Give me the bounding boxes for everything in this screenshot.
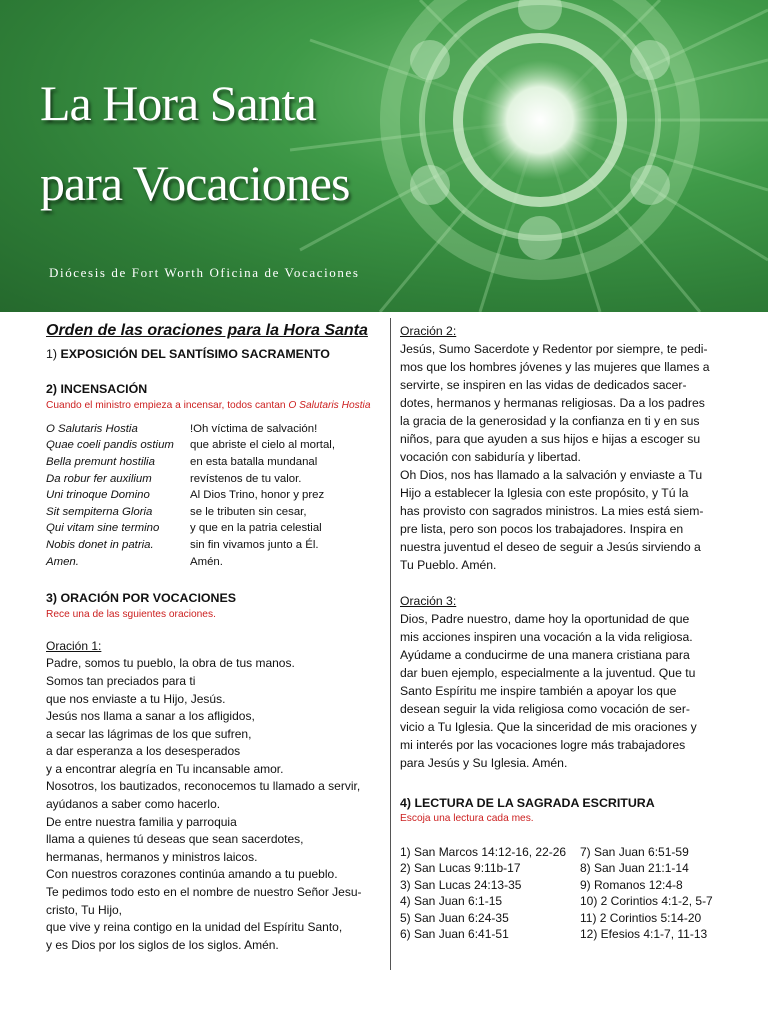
oracion-2-label: Oración 2: xyxy=(400,324,457,338)
step-1-number: 1) xyxy=(46,346,61,361)
header-banner xyxy=(0,0,768,312)
step-1 xyxy=(46,346,382,364)
prayer-line: Hijo a establecer la Iglesia con este propósito, y Tú la xyxy=(400,486,689,500)
oracion-1-text xyxy=(46,655,382,954)
oracion-3-text xyxy=(400,610,730,772)
prayer-line: Dios, Padre nuestro, dame hoy la oportunidad de que xyxy=(400,612,690,626)
subtitle: Diócesis de Fort Worth Oficina de Vocaciones xyxy=(49,265,360,280)
prayer-line: que nos enviaste a tu Hijo, Jesús. xyxy=(46,691,226,706)
reading-item: 10) 2 Corintios 4:1-2, 5-7 xyxy=(580,894,713,909)
step-2-label: 2) INCENSACIÓN xyxy=(46,382,148,397)
hymn-latin-line: O Salutaris Hostia xyxy=(46,422,138,435)
prayer-line: para Jesús y Su Iglesia. Amén. xyxy=(400,756,568,770)
hymn-spanish-line: !Oh víctima de salvación! xyxy=(190,422,318,435)
right-column xyxy=(400,322,730,942)
step-2-note xyxy=(46,399,382,413)
reading-item: 6) San Juan 6:41-51 xyxy=(400,927,509,942)
step-4-label: 4) LECTURA DE LA SAGRADA ESCRITURA xyxy=(400,796,655,810)
prayer-line: ayúdanos a saber como hacerlo. xyxy=(46,797,221,812)
prayer-line: nuestra juventud el deseo de seguir a Jesús sirviendo a xyxy=(400,540,701,554)
reading-item: 12) Efesios 4:1-7, 11-13 xyxy=(580,927,708,942)
prayer-line: De entre nuestra familia y parroquia xyxy=(46,814,237,829)
prayer-line: dotes, hermanos y hermanas religiosas. Da a los padres xyxy=(400,396,705,410)
prayer-line: a dar esperanza a los desesperados xyxy=(46,744,241,759)
hymn-latin-line: Da robur fer auxilium xyxy=(46,472,152,485)
prayer-line: niños, para que ayuden a sus hijos e hijas a escoger su xyxy=(400,432,701,446)
prayer-line: llama a quienes tú deseas que sean sacerdotes, xyxy=(46,832,304,847)
step-3-note: Rece una de las sguientes oraciones. xyxy=(46,608,216,620)
section-heading: Orden de las oraciones para la Hora Santa xyxy=(46,322,368,339)
prayer-line: y a encontrar alegría en Tu incansable amor. xyxy=(46,761,284,776)
hymn-latin-line: Amen. xyxy=(46,555,79,568)
hymn-latin-line: Qui vitam sine termino xyxy=(46,522,160,535)
left-column xyxy=(46,322,382,954)
prayer-line: cristo, Tu Hijo, xyxy=(46,902,123,917)
hymn-table xyxy=(46,421,382,570)
prayer-line: la gracia de la generosidad y la confianza en ti y en sus xyxy=(400,414,700,428)
prayer-line: pre lista, pero son pocos los trabajadores. Inspira en xyxy=(400,522,684,536)
prayer-line: mos que los hombres jóvenes y las mujeres que llames a xyxy=(400,360,710,374)
column-divider xyxy=(390,318,391,970)
hymn-latin-line: Bella premunt hostilia xyxy=(46,455,155,468)
prayer-line: Te pedimos todo esto en el nombre de nuestro Señor Jesu- xyxy=(46,885,362,900)
reading-item: 5) San Juan 6:24-35 xyxy=(400,910,509,925)
hymn-spanish-line: se le tributen sin cesar, xyxy=(190,505,307,518)
prayer-line: Jesús nos llama a sanar a los afligidos, xyxy=(46,709,255,724)
prayer-line: Con nuestros corazones continúa amando a tu pueblo. xyxy=(46,867,338,882)
reading-item: 7) San Juan 6:51-59 xyxy=(580,845,689,859)
page-title-line-2: para Vocaciones xyxy=(40,155,350,211)
prayer-line: mis acciones inspiren una vocación a la vida religiosa. xyxy=(400,630,693,644)
oracion-3-label: Oración 3: xyxy=(400,594,457,608)
reading-item: 11) 2 Corintios 5:14-20 xyxy=(580,910,702,925)
prayer-line: desean seguir la vida religiosa como vocación de ser- xyxy=(400,702,690,716)
readings-list xyxy=(400,844,730,942)
hymn-latin-line: Quae coeli pandis ostium xyxy=(46,439,174,452)
prayer-line: vicio a Tu Iglesia. Que la sinceridad de mis oraciones y xyxy=(400,720,697,734)
step-1-label: EXPOSICIÓN DEL SANTÍSIMO SACRAMENTO xyxy=(60,346,330,361)
oracion-1-label: Oración 1: xyxy=(46,638,102,653)
prayer-line: dar buen ejemplo, especialmente a la juventud. Que tu xyxy=(400,666,696,680)
reading-item: 3) San Lucas 24:13-35 xyxy=(400,877,522,892)
hymn-spanish-line: Al Dios Trino, honor y prez xyxy=(190,489,325,502)
reading-item: 2) San Lucas 9:11b-17 xyxy=(400,861,521,876)
hymn-latin-line: Uni trinoque Domino xyxy=(46,489,150,502)
hymn-latin-line: Sit sempiterna Gloria xyxy=(46,505,153,518)
step-2-note-hymn: O Salutaris Hostia xyxy=(288,399,371,411)
step-4-note: Escoja una lectura cada mes. xyxy=(400,813,534,824)
prayer-line: servirte, se inspiren en las vidas de dedicados sacer- xyxy=(400,378,687,392)
prayer-line: Ayúdame a conducirme de una manera cristiana para xyxy=(400,648,690,662)
hymn-spanish-line: sin fin vivamos junto a Él. xyxy=(190,538,319,551)
prayer-line: que vive y reina contigo en la unidad del Espíritu Santo, xyxy=(46,920,343,935)
hymn-spanish-line: Amén. xyxy=(190,555,223,568)
step-3-label: 3) ORACIÓN POR VOCACIONES xyxy=(46,591,237,606)
prayer-line: y es Dios por los siglos de los siglos. Amén. xyxy=(46,937,279,952)
reading-item: 9) Romanos 12:4-8 xyxy=(580,877,683,892)
hymn-spanish-line: revístenos de tu valor. xyxy=(190,472,302,485)
page-title-line-1: La Hora Santa xyxy=(40,75,316,131)
prayer-line: vocación con sabiduría y libertad. xyxy=(400,450,581,464)
prayer-line: Oh Dios, nos has llamado a la salvación y enviaste a Tu xyxy=(400,468,703,482)
hymn-spanish-line: y que en la patria celestial xyxy=(190,522,322,535)
reading-item: 4) San Juan 6:1-15 xyxy=(400,894,503,909)
prayer-line: a secar las lágrimas de los que sufren, xyxy=(46,726,252,741)
hymn-latin-line: Nobis donet in patria. xyxy=(46,538,154,551)
oracion-2-text xyxy=(400,340,730,574)
hymn-spanish-line: en esta batalla mundanal xyxy=(190,455,318,468)
prayer-line: has provisto con sagrados ministros. La mies está siem- xyxy=(400,504,704,518)
reading-item: 8) San Juan 21:1-14 xyxy=(580,861,689,876)
prayer-line: hermanas, hermanos y ministros laicos. xyxy=(46,849,258,864)
prayer-line: mi interés por las vocaciones logre más trabajadores xyxy=(400,738,686,752)
prayer-line: Tu Pueblo. Amén. xyxy=(400,558,497,572)
reading-item: 1) San Marcos 14:12-16, 22-26 xyxy=(400,845,567,859)
hymn-spanish-line: que abriste el cielo al mortal, xyxy=(190,439,335,452)
prayer-line: Nosotros, los bautizados, reconocemos tu llamado a servir, xyxy=(46,779,361,794)
step-2-note-text: Cuando el ministro empieza a incensar, todos cantan xyxy=(46,399,289,411)
prayer-line: Somos tan preciados para ti xyxy=(46,673,196,688)
prayer-line: Jesús, Sumo Sacerdote y Redentor por siempre, te pedi- xyxy=(400,342,708,356)
prayer-line: Santo Espíritu me inspire también a apoyar los que xyxy=(400,684,677,698)
prayer-line: Padre, somos tu pueblo, la obra de tus manos. xyxy=(46,656,295,671)
